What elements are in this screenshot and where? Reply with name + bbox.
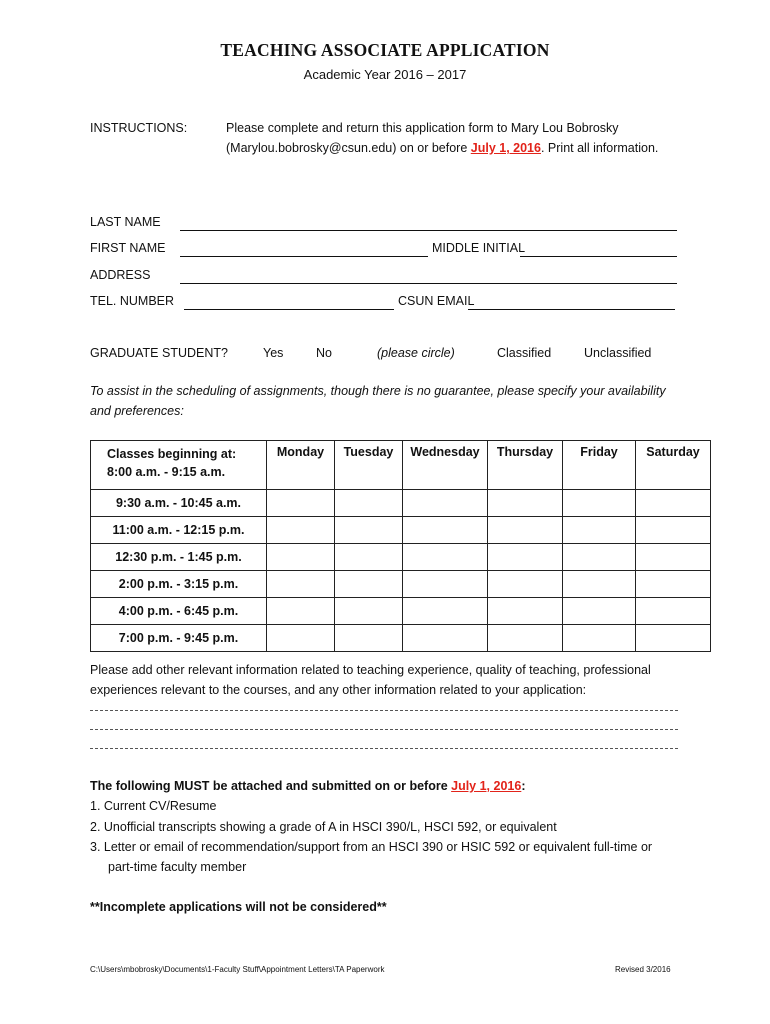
- availability-cell[interactable]: [267, 517, 335, 544]
- academic-year: Academic Year 2016 – 2017: [303, 67, 467, 82]
- availability-cell[interactable]: [636, 544, 711, 571]
- day-header-tuesday: Tuesday: [335, 441, 403, 490]
- availability-cell[interactable]: [335, 517, 403, 544]
- classified-option[interactable]: Classified: [497, 346, 552, 360]
- availability-cell[interactable]: [403, 598, 488, 625]
- availability-cell[interactable]: [335, 544, 403, 571]
- availability-cell[interactable]: [563, 544, 636, 571]
- other-info-write-line[interactable]: [90, 748, 678, 749]
- middle-initial-field[interactable]: [520, 243, 677, 257]
- table-row: [91, 544, 711, 571]
- availability-cell[interactable]: [488, 490, 563, 517]
- time-slot-label: 4:00 p.m. - 6:45 p.m.: [91, 598, 267, 625]
- middle-initial-label: MIDDLE INITIAL: [432, 241, 526, 255]
- instructions-line2: [226, 138, 658, 158]
- availability-cell[interactable]: [267, 625, 335, 652]
- unclassified-option[interactable]: Unclassified: [584, 346, 652, 360]
- availability-cell[interactable]: [403, 490, 488, 517]
- availability-cell[interactable]: [335, 625, 403, 652]
- time-slot-label: 2:00 p.m. - 3:15 p.m.: [91, 571, 267, 598]
- day-header-thursday: Thursday: [488, 441, 563, 490]
- availability-cell[interactable]: [636, 598, 711, 625]
- deadline-date: July 1, 2016: [470, 141, 541, 155]
- availability-table: [90, 440, 711, 652]
- availability-line2: and preferences:: [90, 404, 184, 418]
- day-header-monday: Monday: [267, 441, 335, 490]
- time-slot-label: 12:30 p.m. - 1:45 p.m.: [91, 544, 267, 571]
- tel-number-field[interactable]: [184, 296, 394, 310]
- address-field[interactable]: [180, 270, 677, 284]
- other-info-write-line[interactable]: [90, 729, 678, 730]
- attachments-deadline: July 1, 2016: [451, 779, 522, 793]
- availability-cell[interactable]: [563, 490, 636, 517]
- availability-cell[interactable]: [267, 544, 335, 571]
- availability-cell[interactable]: [488, 517, 563, 544]
- time-header-line1: Classes beginning at:: [107, 447, 237, 461]
- instructions-label: INSTRUCTIONS:: [90, 121, 188, 135]
- time-slot-label: 7:00 p.m. - 9:45 p.m.: [91, 625, 267, 652]
- availability-cell[interactable]: [403, 571, 488, 598]
- incomplete-warning: **Incomplete applications will not be considered**: [90, 900, 387, 914]
- availability-cell[interactable]: [563, 598, 636, 625]
- table-row: [91, 598, 711, 625]
- availability-cell[interactable]: [563, 571, 636, 598]
- table-row: [91, 625, 711, 652]
- availability-cell[interactable]: [335, 598, 403, 625]
- availability-cell[interactable]: [403, 625, 488, 652]
- table-row: [91, 517, 711, 544]
- attachment-item: 2. Unofficial transcripts showing a grade of A in HSCI 390/L, HSCI 592, or equivalent: [90, 820, 557, 834]
- availability-cell[interactable]: [636, 517, 711, 544]
- page-title: TEACHING ASSOCIATE APPLICATION: [220, 40, 550, 60]
- availability-cell[interactable]: [488, 598, 563, 625]
- attachment-item: 3. Letter or email of recommendation/support from an HSCI 390 or HSIC 592 or equivalent full-time or: [90, 840, 653, 854]
- footer-file-path: C:\Users\mbobrosky\Documents\1-Faculty Stuff\Appointment Letters\TA Paperwork: [90, 965, 385, 974]
- instructions-suffix: . Print all information.: [540, 141, 659, 155]
- please-circle-note: (please circle): [377, 346, 455, 360]
- availability-cell[interactable]: [636, 625, 711, 652]
- attachments-heading-suffix: :: [521, 779, 526, 793]
- table-row: [91, 490, 711, 517]
- graduate-student-label: GRADUATE STUDENT?: [90, 346, 228, 360]
- csun-email-label: CSUN EMAIL: [398, 294, 475, 308]
- availability-cell[interactable]: [488, 544, 563, 571]
- availability-line1: To assist in the scheduling of assignments, though there is no guarantee, please specify your availability: [90, 384, 666, 398]
- last-name-label: LAST NAME: [90, 215, 161, 229]
- other-info-line1: Please add other relevant information related to teaching experience, quality of teaching, professional: [90, 663, 651, 677]
- availability-cell[interactable]: [403, 544, 488, 571]
- other-info-line2: experiences relevant to the courses, and any other information related to your application:: [90, 683, 587, 697]
- graduate-yes-option[interactable]: Yes: [263, 346, 284, 360]
- table-row: [91, 571, 711, 598]
- availability-cell[interactable]: [488, 571, 563, 598]
- availability-cell[interactable]: [403, 517, 488, 544]
- graduate-no-option[interactable]: No: [316, 346, 332, 360]
- instructions-line1: Please complete and return this application form to Mary Lou Bobrosky: [226, 121, 619, 135]
- availability-cell[interactable]: [563, 517, 636, 544]
- day-header-saturday: Saturday: [636, 441, 711, 490]
- availability-cell[interactable]: [636, 571, 711, 598]
- attachments-heading-prefix: The following MUST be attached and submitted on or before: [90, 779, 452, 793]
- time-header-line2: 8:00 a.m. - 9:15 a.m.: [107, 465, 226, 479]
- other-info-write-line[interactable]: [90, 710, 678, 711]
- availability-cell[interactable]: [488, 625, 563, 652]
- tel-number-label: TEL. NUMBER: [90, 294, 175, 308]
- availability-cell[interactable]: [335, 571, 403, 598]
- time-slot-label: 11:00 a.m. - 12:15 p.m.: [91, 517, 267, 544]
- table-header-row: [91, 441, 711, 490]
- day-header-wednesday: Wednesday: [403, 441, 488, 490]
- day-header-friday: Friday: [563, 441, 636, 490]
- attachments-heading: [90, 776, 526, 796]
- availability-cell[interactable]: [267, 490, 335, 517]
- last-name-field[interactable]: [180, 217, 677, 231]
- time-column-header: [91, 441, 267, 490]
- address-label: ADDRESS: [90, 268, 151, 282]
- first-name-label: FIRST NAME: [90, 241, 166, 255]
- footer-revised: Revised 3/2016: [615, 965, 671, 974]
- time-slot-label: 9:30 a.m. - 10:45 a.m.: [91, 490, 267, 517]
- attachment-item: 1. Current CV/Resume: [90, 799, 217, 813]
- first-name-field[interactable]: [180, 243, 428, 257]
- attachment-item-continued: part-time faculty member: [108, 860, 247, 874]
- csun-email-field[interactable]: [468, 296, 675, 310]
- availability-cell[interactable]: [563, 625, 636, 652]
- instructions-prefix: (Marylou.bobrosky@csun.edu) on or before: [226, 141, 471, 155]
- availability-cell[interactable]: [267, 598, 335, 625]
- availability-cell[interactable]: [267, 571, 335, 598]
- availability-cell[interactable]: [636, 490, 711, 517]
- availability-cell[interactable]: [335, 490, 403, 517]
